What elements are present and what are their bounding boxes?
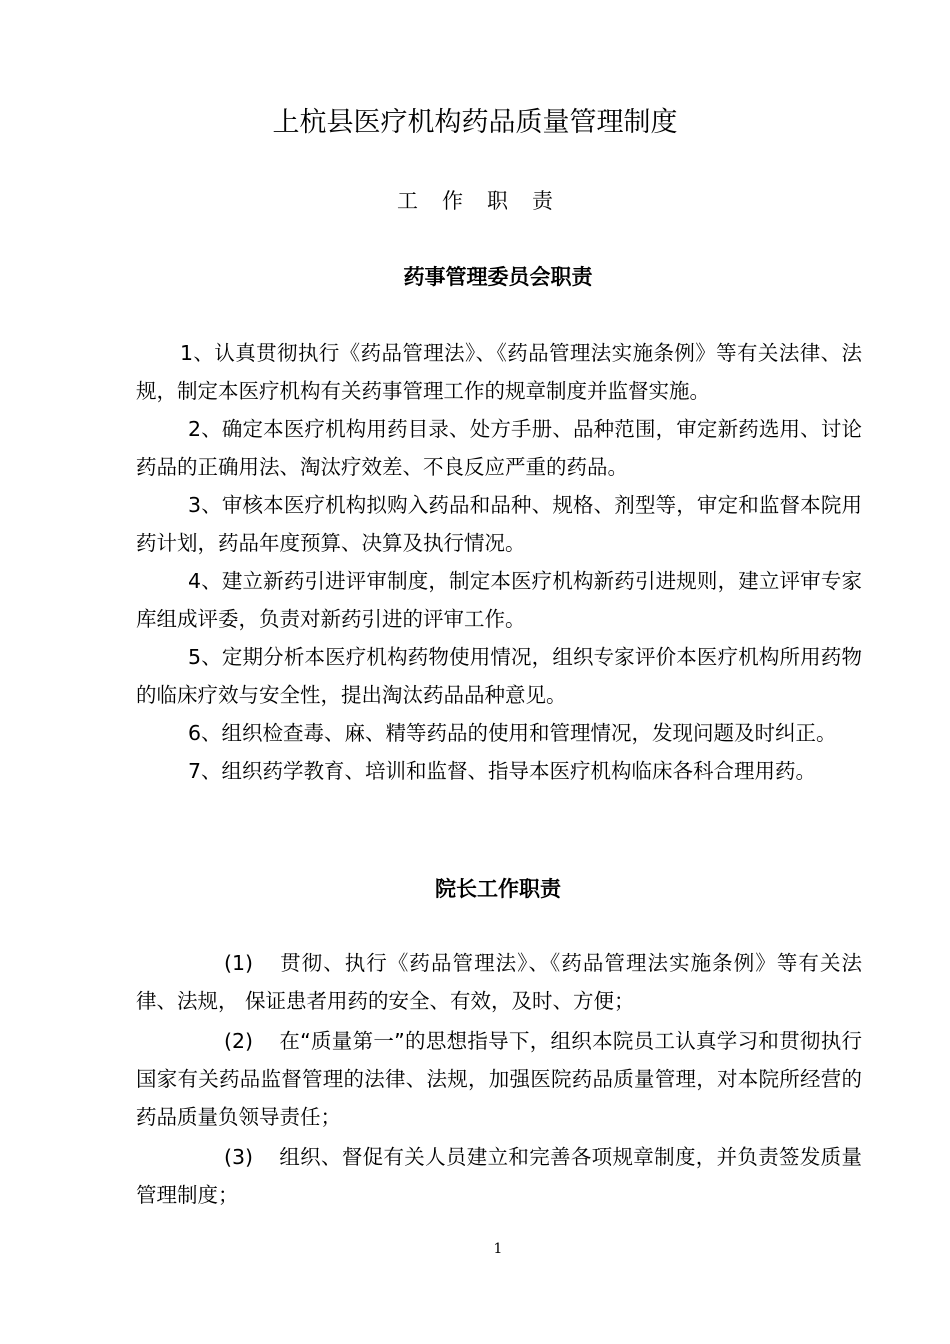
section-heading-pharmacy-committee: 药事管理委员会职责 bbox=[403, 265, 593, 289]
committee-duty-4: 4、建立新药引进评审制度，制定本医疗机构新药引进规则，建立评审专家库组成评委，负责对新药引进的评审工作。 bbox=[136, 569, 862, 631]
director-duty-2-number: (2) bbox=[224, 1029, 254, 1053]
committee-duty-6: 6、组织检查毒、麻、精等药品的使用和管理情况，发现问题及时纠正。 bbox=[188, 721, 837, 745]
committee-duty-5: 5、定期分析本医疗机构药物使用情况，组织专家评价本医疗机构所用药物的临床疗效与安全性，提出淘汰药品品种意见。 bbox=[136, 645, 862, 707]
committee-duty-2: 2、确定本医疗机构用药目录、处方手册、品种范围，审定新药选用、讨论药品的正确用法、淘汰疗效差、不良反应严重的药品。 bbox=[136, 417, 862, 479]
page-number: 1 bbox=[493, 1241, 503, 1257]
section-heading-director: 院长工作职责 bbox=[435, 877, 561, 901]
director-duty-1 bbox=[136, 944, 862, 1020]
committee-duty-1: 1、认真贯彻执行《药品管理法》、《药品管理法实施条例》等有关法律、法规，制定本医疗机构有关药事管理工作的规章制度并监督实施。 bbox=[136, 341, 862, 403]
director-duty-2-text: 在“质量第一”的思想指导下，组织本院员工认真学习和贯彻执行国家有关药品监督管理的法律、法规，加强医院药品质量管理，对本院所经营的药品质量负领导责任； bbox=[136, 1029, 862, 1129]
page-title: 上杭县医疗机构药品质量管理制度 bbox=[272, 107, 678, 138]
director-duty-3-text: 组织、督促有关人员建立和完善各项规章制度，并负责签发质量管理制度； bbox=[136, 1145, 862, 1207]
page-subtitle: 工作职责 bbox=[397, 189, 577, 213]
committee-duty-3: 3、审核本医疗机构拟购入药品和品种、规格、剂型等，审定和监督本院用药计划，药品年度预算、决算及执行情况。 bbox=[136, 493, 862, 555]
director-duty-1-number: (1) bbox=[224, 951, 254, 975]
director-duty-1-text: 贯彻、执行《药品管理法》、《药品管理法实施条例》等有关法律、法规， 保证患者用药的安全、有效，及时、方便； bbox=[136, 951, 862, 1013]
director-duty-3 bbox=[136, 1138, 862, 1214]
director-duty-2 bbox=[136, 1022, 862, 1136]
committee-duty-7: 7、组织药学教育、培训和监督、指导本医疗机构临床各科合理用药。 bbox=[188, 759, 817, 783]
director-duty-3-number: (3) bbox=[224, 1145, 254, 1169]
